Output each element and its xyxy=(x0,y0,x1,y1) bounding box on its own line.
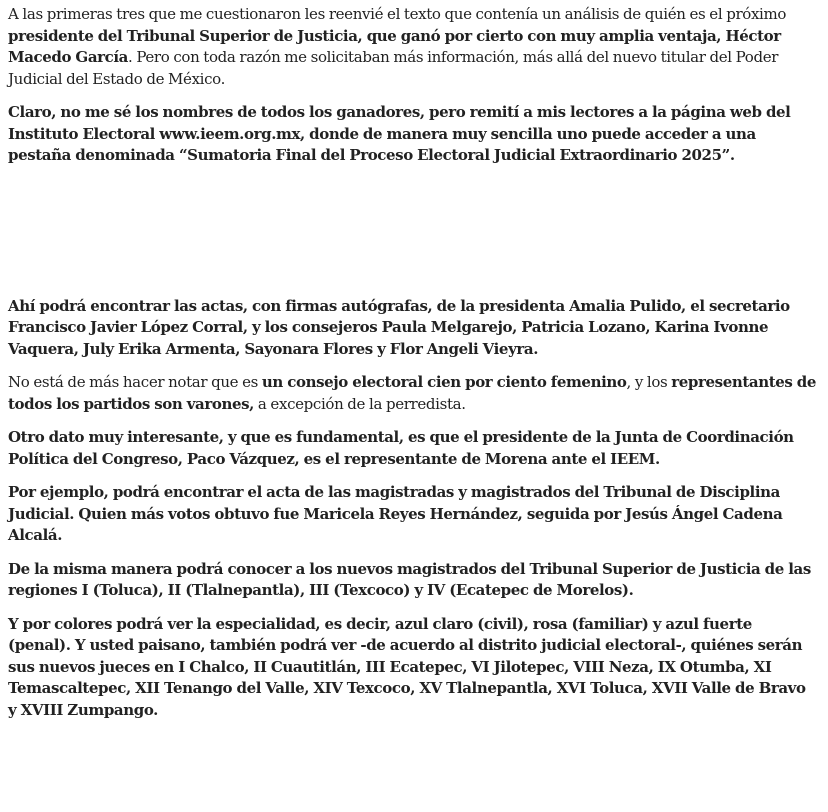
paragraph-8-bold: Y por colores podrá ver la especialidad, es decir, azul claro (civil), rosa (familiar) y azul fuerte (penal). Y usted paisano, también podrá ver -de acuerdo al distrito judicial electoral-, quiénes serán sus nuevos jueces en I Chalco, II Cuautitlán, III Ecatepec, VI Jilotepec, VIII Neza, IX Otumba, XI Temascaltepec, XII Tenango del Valle, XIV Texcoco, XV Tlalnepantla, XVI Toluca, XVII Valle de Bravo y XVIII Zumpango. xyxy=(8,614,806,719)
paragraph-4-text-a: No está de más hacer notar que es xyxy=(8,373,262,391)
paragraph-5 xyxy=(8,427,818,470)
paragraph-6 xyxy=(8,482,818,547)
paragraph-8 xyxy=(8,614,818,722)
paragraph-7 xyxy=(8,559,818,602)
embedded-content-gap xyxy=(8,179,818,296)
paragraph-4 xyxy=(8,372,818,415)
article-body xyxy=(8,4,818,733)
paragraph-3-bold: Ahí podrá encontrar las actas, con firmas autógrafas, de la presidenta Amalia Pulido, el secretario Francisco Javier López Corral, y los consejeros Paula Melgarejo, Patricia Lozano, Karina Ivonne Vaquera, July Erika Armenta, Sayonara Flores y Flor Angeli Vieyra. xyxy=(8,296,790,358)
paragraph-7-bold: De la misma manera podrá conocer a los nuevos magistrados del Tribunal Superior de Justicia de las regiones I (Toluca), II (Tlalnepantla), III (Texcoco) y IV (Ecatepec de Morelos). xyxy=(8,559,811,599)
paragraph-3 xyxy=(8,296,818,361)
paragraph-2-bold: Claro, no me sé los nombres de todos los ganadores, pero remití a mis lectores a la página web del Instituto Electoral www.ieem.org.mx, donde de manera muy sencilla uno puede acceder a una pestaña denominada “Sumatoria Final del Proceso Electoral Judicial Extraordinario 2025”. xyxy=(8,103,791,164)
paragraph-4-bold-b: un consejo electoral cien por ciento femenino xyxy=(261,373,627,391)
paragraph-2 xyxy=(8,102,818,167)
paragraph-1-text-a: A las primeras tres que me cuestionaron les reenvié el texto que contenía un análisis de quién es el próximo xyxy=(8,5,787,23)
paragraph-4-bold-d: representantes de todos los partidos son varones, xyxy=(8,373,816,413)
paragraph-6-bold: Por ejemplo, podrá encontrar el acta de las magistradas y magistrados del Tribunal de Disciplina Judicial. Quien más votos obtuvo fue Maricela Reyes Hernández, seguida por Jesús Ángel Cadena Alcalá. xyxy=(8,483,783,544)
paragraph-1-bold: presidente del Tribunal Superior de Justicia, que ganó por cierto con muy amplia ventaja, Héctor Macedo García xyxy=(8,26,781,66)
paragraph-4-text-e: a excepción de la perredista. xyxy=(254,394,466,413)
paragraph-1 xyxy=(8,4,818,90)
paragraph-1-text-c: . Pero con toda razón me solicitaban más información, más allá del nuevo titular del Poder Judicial del Estado de México. xyxy=(8,48,779,88)
paragraph-5-bold: Otro dato muy interesante, y que es fundamental, es que el presidente de la Junta de Coordinación Política del Congreso, Paco Vázquez, es el representante de Morena ante el IEEM. xyxy=(8,428,794,468)
paragraph-4-text-c: , y los xyxy=(626,373,672,391)
